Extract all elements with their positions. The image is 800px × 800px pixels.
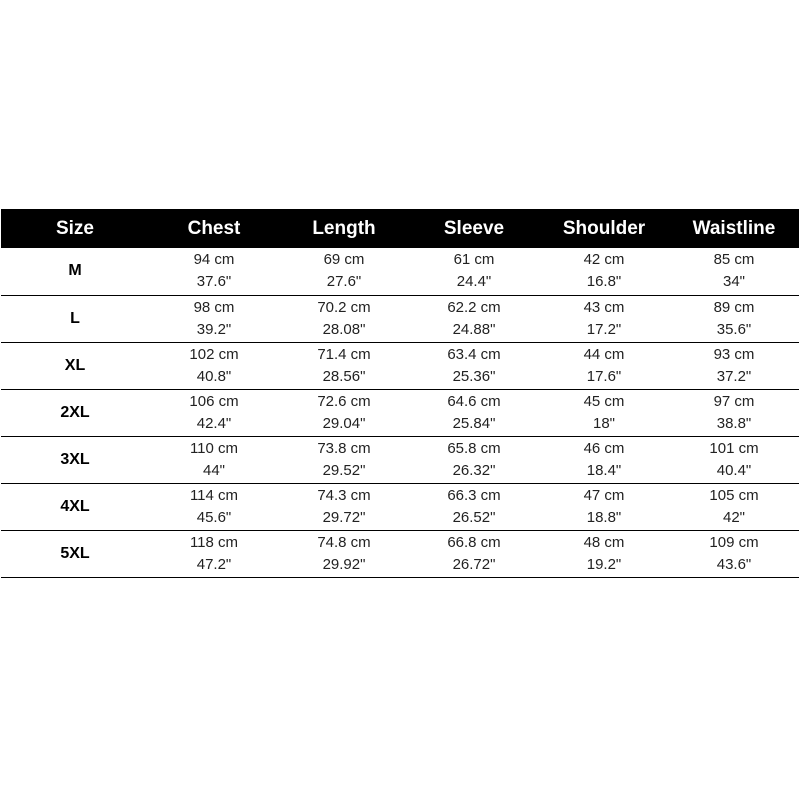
shoulder-cell — [539, 389, 669, 436]
table-row — [1, 530, 799, 577]
waistline-cm-value: 85 cm — [713, 251, 755, 269]
header-size: Size — [55, 217, 95, 239]
length-cm-value: 73.8 cm — [317, 439, 371, 457]
header-chest: Chest — [187, 217, 241, 239]
table-row — [1, 342, 799, 389]
length-inch-value: 29.52" — [322, 461, 366, 479]
shoulder-inch-value: 17.2" — [586, 320, 622, 338]
chest-inch-value: 39.2" — [196, 320, 232, 338]
waistline-cell — [669, 483, 799, 530]
waistline-inch-value: 37.2" — [716, 367, 752, 385]
table-row — [1, 483, 799, 530]
length-inch-value: 29.04" — [322, 414, 366, 432]
chest-inch-value: 40.8" — [196, 367, 232, 385]
length-cm-value: 74.8 cm — [317, 533, 371, 551]
chest-cell — [149, 530, 279, 577]
header-row — [1, 209, 799, 248]
size-label: 5XL — [1, 530, 149, 577]
waistline-inch-value: 40.4" — [716, 461, 752, 479]
chest-inch-value: 42.4" — [196, 414, 232, 432]
chest-inch-value: 44" — [202, 461, 225, 479]
chest-cell — [149, 389, 279, 436]
sleeve-cm-value: 61 cm — [453, 251, 495, 269]
length-cell — [279, 248, 409, 295]
sleeve-cm-value: 63.4 cm — [447, 345, 501, 363]
waistline-cell — [669, 530, 799, 577]
sleeve-cell — [409, 248, 539, 295]
sleeve-cell — [409, 530, 539, 577]
sleeve-inch-value: 26.52" — [452, 508, 496, 526]
size-chart-body — [1, 248, 799, 577]
chest-cell — [149, 342, 279, 389]
sleeve-cell — [409, 483, 539, 530]
length-cm-value: 71.4 cm — [317, 345, 371, 363]
table-row — [1, 248, 799, 295]
table-row — [1, 295, 799, 342]
waistline-inch-value: 34" — [722, 273, 745, 291]
chest-cm-value: 98 cm — [193, 298, 235, 316]
size-chart-header — [1, 209, 799, 248]
waistline-cm-value: 105 cm — [709, 486, 759, 504]
size-label: L — [1, 295, 149, 342]
sleeve-inch-value: 24.88" — [452, 320, 496, 338]
waistline-cell — [669, 295, 799, 342]
shoulder-cm-value: 43 cm — [583, 298, 625, 316]
shoulder-inch-value: 18" — [592, 414, 615, 432]
shoulder-inch-value: 17.6" — [586, 367, 622, 385]
shoulder-cm-value: 48 cm — [583, 533, 625, 551]
chest-cell — [149, 295, 279, 342]
size-label: XL — [1, 342, 149, 389]
length-cell — [279, 530, 409, 577]
size-label: 4XL — [1, 483, 149, 530]
length-cell — [279, 342, 409, 389]
size-chart-table — [1, 209, 799, 578]
shoulder-cell — [539, 436, 669, 483]
waistline-cell — [669, 248, 799, 295]
sleeve-cm-value: 65.8 cm — [447, 439, 501, 457]
length-cell — [279, 389, 409, 436]
length-inch-value: 27.6" — [326, 273, 362, 291]
length-inch-value: 29.72" — [322, 508, 366, 526]
length-inch-value: 28.08" — [322, 320, 366, 338]
sleeve-cm-value: 64.6 cm — [447, 392, 501, 410]
header-shoulder: Shoulder — [562, 217, 646, 239]
waistline-inch-value: 42" — [722, 508, 745, 526]
shoulder-cm-value: 42 cm — [583, 251, 625, 269]
chest-cell — [149, 436, 279, 483]
waistline-cm-value: 89 cm — [713, 298, 755, 316]
shoulder-cell — [539, 248, 669, 295]
waistline-cell — [669, 342, 799, 389]
length-cm-value: 72.6 cm — [317, 392, 371, 410]
chest-inch-value: 45.6" — [196, 508, 232, 526]
chest-inch-value: 37.6" — [196, 273, 232, 291]
chest-inch-value: 47.2" — [196, 555, 232, 573]
sleeve-inch-value: 25.36" — [452, 367, 496, 385]
shoulder-inch-value: 18.8" — [586, 508, 622, 526]
waistline-cm-value: 93 cm — [713, 345, 755, 363]
chest-cm-value: 106 cm — [189, 392, 239, 410]
waistline-inch-value: 43.6" — [716, 555, 752, 573]
chest-cm-value: 102 cm — [189, 345, 239, 363]
length-cell — [279, 483, 409, 530]
length-inch-value: 29.92" — [322, 555, 366, 573]
header-waistline: Waistline — [692, 217, 776, 239]
sleeve-inch-value: 26.72" — [452, 555, 496, 573]
waistline-inch-value: 35.6" — [716, 320, 752, 338]
shoulder-inch-value: 16.8" — [586, 273, 622, 291]
length-cell — [279, 436, 409, 483]
length-cm-value: 74.3 cm — [317, 486, 371, 504]
shoulder-cm-value: 45 cm — [583, 392, 625, 410]
chest-cm-value: 118 cm — [189, 533, 239, 551]
waistline-cm-value: 97 cm — [713, 392, 755, 410]
sleeve-inch-value: 24.4" — [456, 273, 492, 291]
shoulder-cell — [539, 342, 669, 389]
chest-cell — [149, 483, 279, 530]
shoulder-cell — [539, 530, 669, 577]
header-length: Length — [312, 217, 376, 239]
shoulder-cell — [539, 483, 669, 530]
waistline-cell — [669, 436, 799, 483]
header-sleeve: Sleeve — [443, 217, 505, 239]
chest-cm-value: 94 cm — [193, 251, 235, 269]
sleeve-cell — [409, 389, 539, 436]
length-inch-value: 28.56" — [322, 367, 366, 385]
waistline-cell — [669, 389, 799, 436]
size-label: 2XL — [1, 389, 149, 436]
sleeve-cm-value: 66.8 cm — [447, 533, 501, 551]
length-cm-value: 69 cm — [323, 251, 365, 269]
shoulder-cm-value: 46 cm — [583, 439, 625, 457]
sleeve-cell — [409, 295, 539, 342]
shoulder-cell — [539, 295, 669, 342]
sleeve-cell — [409, 342, 539, 389]
sleeve-cm-value: 62.2 cm — [447, 298, 501, 316]
waistline-cm-value: 109 cm — [709, 533, 759, 551]
shoulder-inch-value: 18.4" — [586, 461, 622, 479]
chest-cell — [149, 248, 279, 295]
table-row — [1, 436, 799, 483]
sleeve-inch-value: 26.32" — [452, 461, 496, 479]
length-cell — [279, 295, 409, 342]
shoulder-cm-value: 47 cm — [583, 486, 625, 504]
shoulder-inch-value: 19.2" — [586, 555, 622, 573]
length-cm-value: 70.2 cm — [317, 298, 371, 316]
shoulder-cm-value: 44 cm — [583, 345, 625, 363]
sleeve-cm-value: 66.3 cm — [447, 486, 501, 504]
waistline-inch-value: 38.8" — [716, 414, 752, 432]
sleeve-cell — [409, 436, 539, 483]
chest-cm-value: 114 cm — [189, 486, 239, 504]
table-row — [1, 389, 799, 436]
size-label: M — [1, 248, 149, 295]
sleeve-inch-value: 25.84" — [452, 414, 496, 432]
size-label: 3XL — [1, 436, 149, 483]
waistline-cm-value: 101 cm — [709, 439, 759, 457]
chest-cm-value: 110 cm — [189, 439, 239, 457]
